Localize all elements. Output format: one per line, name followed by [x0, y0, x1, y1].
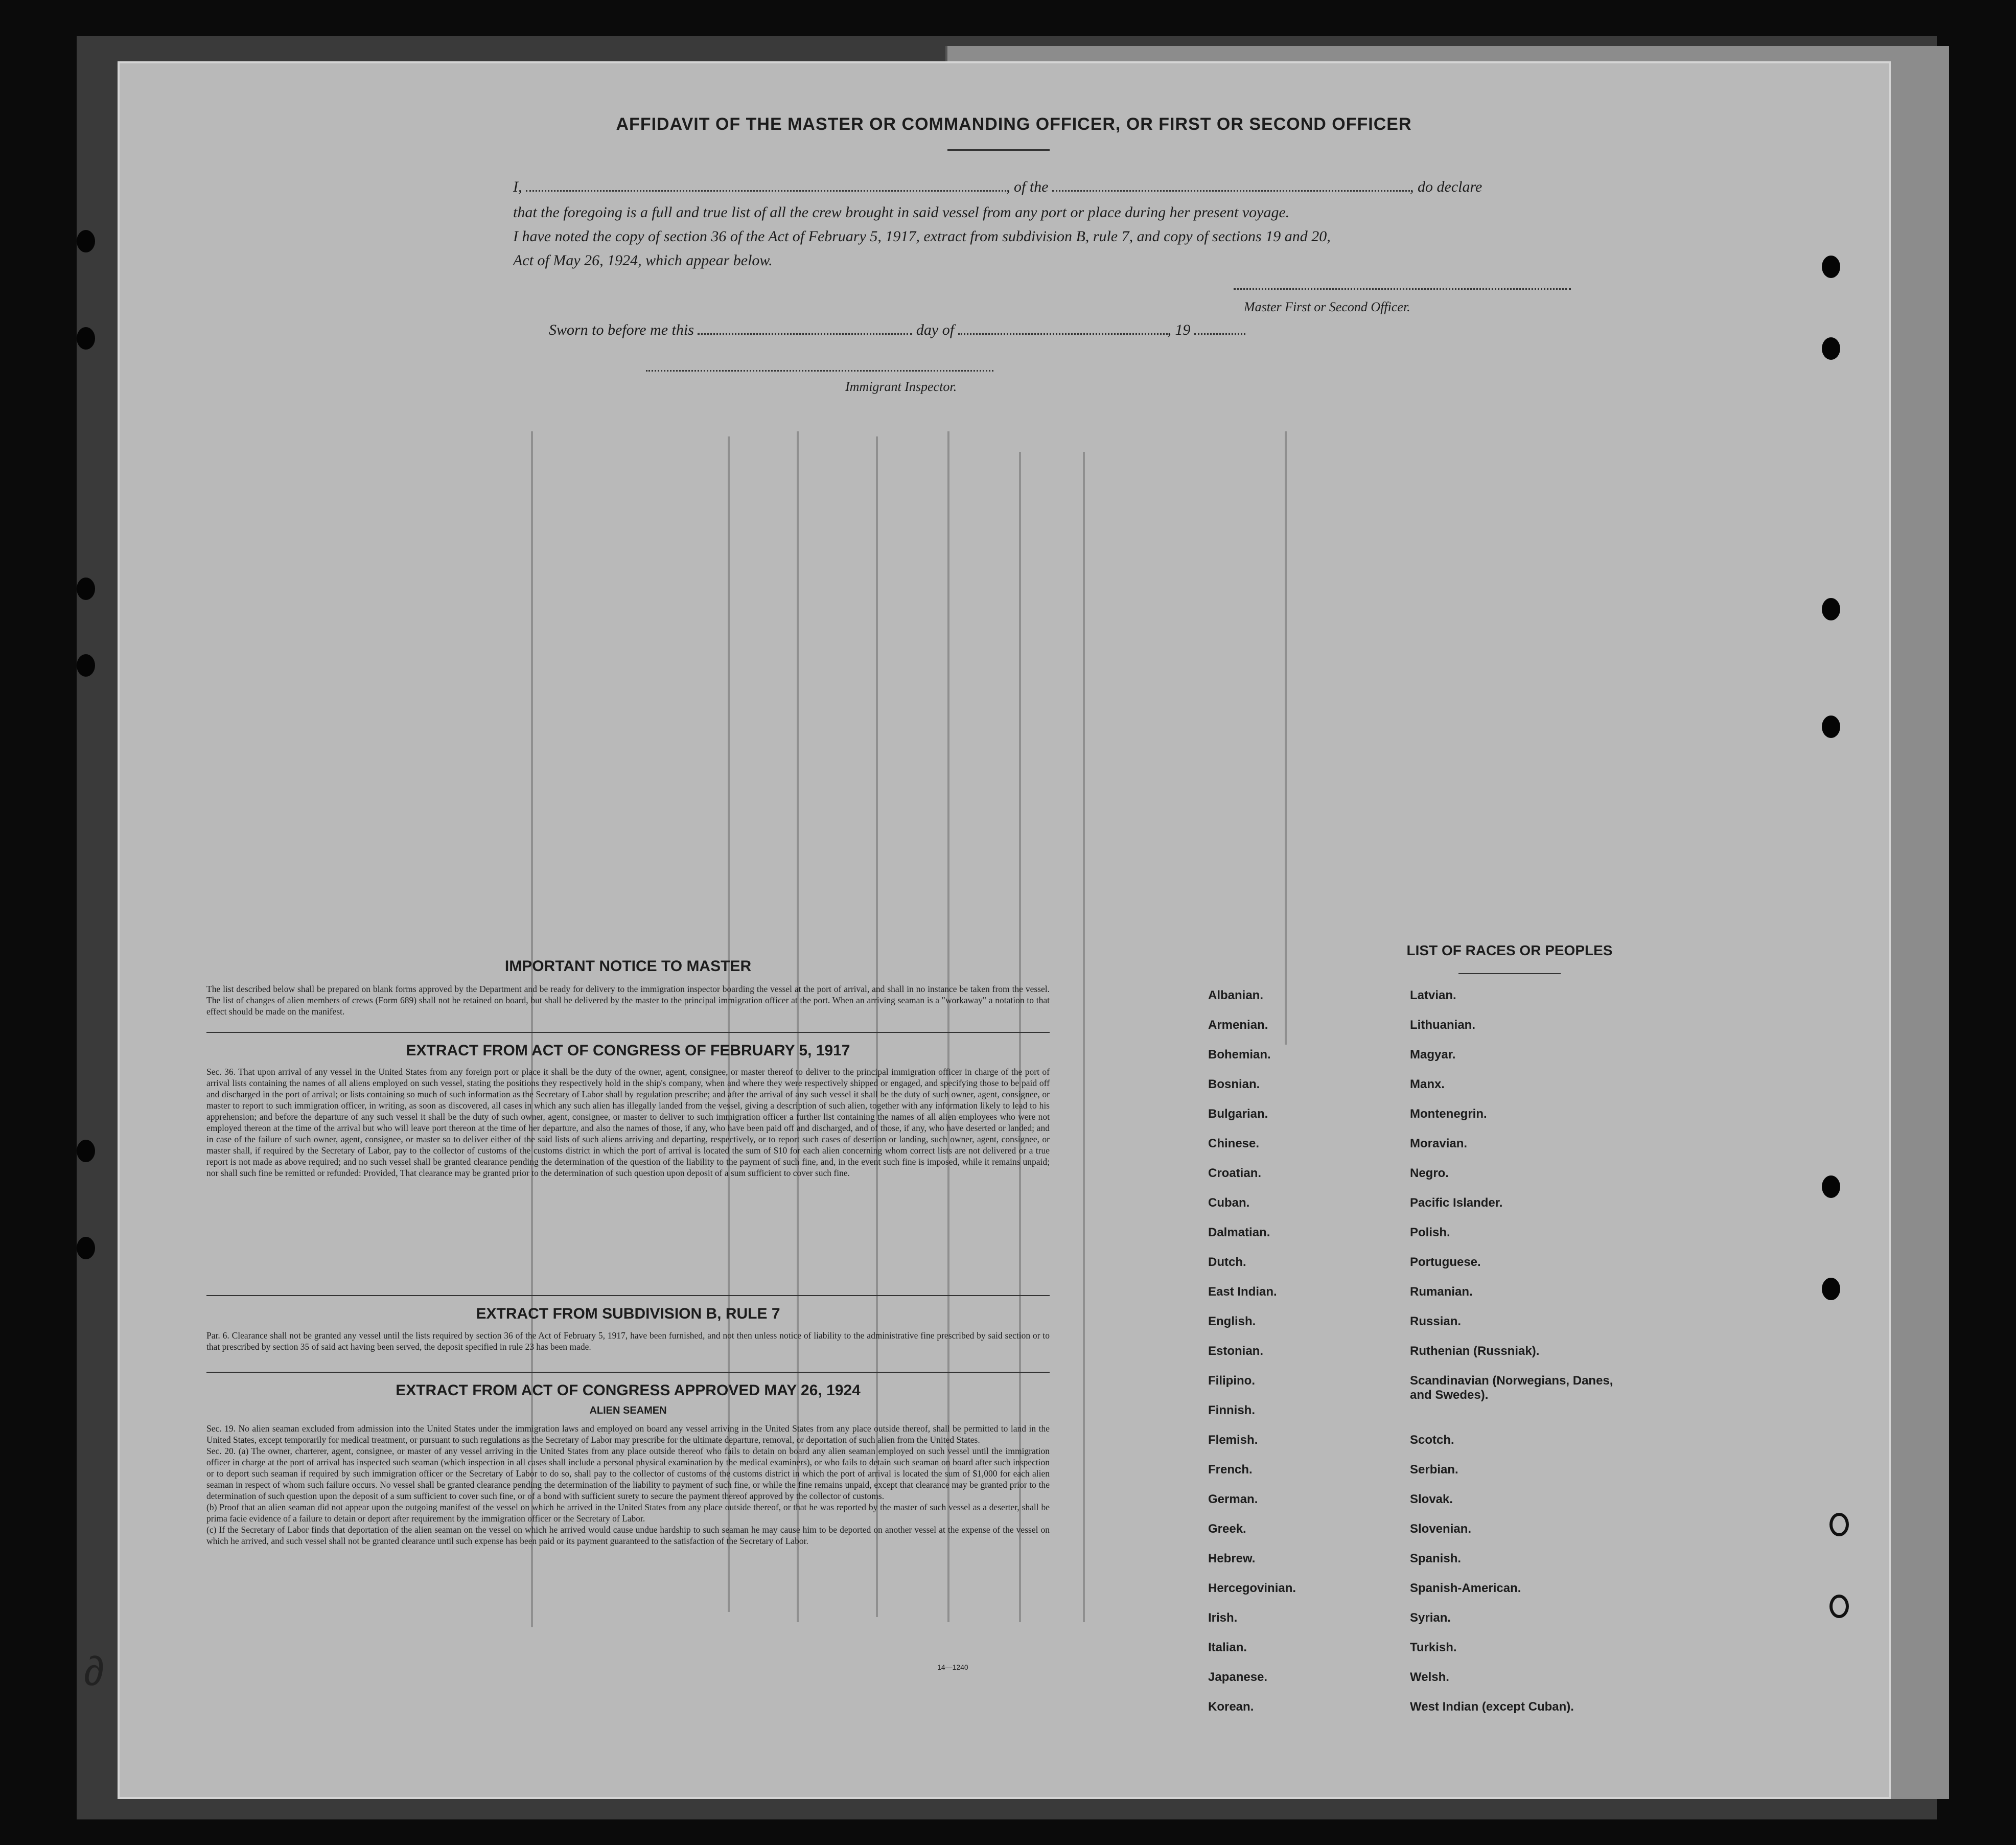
race-item: Spanish-American.: [1410, 1581, 1521, 1595]
declaration-line-3: I have noted the copy of section 36 of the Act of February 5, 1917, extract from subdivision B, rule 7, and copy of sections 19 and 20,: [513, 228, 1331, 245]
race-item: Turkish.: [1410, 1641, 1457, 1654]
race-item: Spanish.: [1410, 1552, 1462, 1565]
margin-handwriting: ∂: [84, 1648, 104, 1694]
race-item: Korean.: [1208, 1700, 1254, 1714]
section-divider: [206, 1032, 1050, 1033]
race-item: Lithuanian.: [1410, 1018, 1475, 1032]
of-the-label: , of the: [1006, 178, 1049, 195]
races-list-left: [1208, 988, 1296, 1729]
race-item: Slovak.: [1410, 1492, 1453, 1506]
race-item: Manx.: [1410, 1077, 1445, 1091]
punch-hole: [77, 654, 95, 677]
punch-hole: [1829, 1595, 1849, 1618]
extract-rule7-heading: EXTRACT FROM SUBDIVISION B, RULE 7: [476, 1305, 780, 1322]
declarant-name-blank[interactable]: [526, 190, 1006, 192]
race-item: Finnish.: [1208, 1403, 1255, 1417]
races-heading: LIST OF RACES OR PEOPLES: [1406, 942, 1613, 958]
race-item: Greek.: [1208, 1522, 1246, 1536]
race-item: Welsh.: [1410, 1670, 1449, 1684]
race-item: Italian.: [1208, 1641, 1247, 1654]
do-declare-label: , do declare: [1410, 178, 1482, 195]
notice-body: The list described below shall be prepared on blank forms approved by the Department and be ready for delivery to the immigration inspector boarding the vessel at the port of arrival, and shall in no instance be taken from the vessel. The list of changes of alien members of crews (Form 689) shall not be retained on board, but shall be delivered by the master to the principal immigration officer at the port. When an arriving seaman is a "workaway" a notation to that effect should be made on the manifest.: [206, 984, 1050, 1017]
sworn-month-blank[interactable]: [958, 333, 1168, 335]
race-item: Serbian.: [1410, 1463, 1458, 1477]
sworn-year-label: , 19: [1167, 321, 1191, 338]
declaration-line-4: Act of May 26, 1924, which appear below.: [513, 252, 773, 269]
section-divider: [206, 1372, 1050, 1373]
race-item: Croatian.: [1208, 1166, 1262, 1180]
vessel-name-blank[interactable]: [1052, 190, 1410, 192]
extract-1924-heading: EXTRACT FROM ACT OF CONGRESS APPROVED MAY 26, 1924: [396, 1382, 861, 1399]
race-item: Flemish.: [1208, 1433, 1258, 1447]
race-item: Slovenian.: [1410, 1522, 1472, 1536]
race-item: Russian.: [1410, 1314, 1462, 1328]
race-item: Magyar.: [1410, 1048, 1456, 1062]
notice-heading: IMPORTANT NOTICE TO MASTER: [504, 958, 752, 975]
punch-hole: [77, 1237, 95, 1259]
punch-hole: [77, 327, 95, 350]
race-item: Armenian.: [1208, 1018, 1268, 1032]
race-item: Portuguese.: [1410, 1255, 1481, 1269]
sworn-prefix: Sworn to before me this: [549, 321, 694, 338]
race-item: Estonian.: [1208, 1344, 1264, 1358]
race-item: Negro.: [1410, 1166, 1449, 1180]
punch-hole: [1822, 1278, 1840, 1300]
punch-hole: [1822, 337, 1840, 360]
race-item: Latvian.: [1410, 988, 1456, 1002]
inspector-signature-label: Immigrant Inspector.: [845, 379, 957, 394]
sec-19-text: Sec. 19. No alien seaman excluded from admission into the United States under the immigration laws and employed on board any vessel arriving in the United States from any place outside thereof, shall be permitted to land in the United States, except temporarily for medical treatment, or pursuant to such regulations as the Secretary of Labor may prescribe for the ultimate departure, removal, or deportation of such alien from the United States.: [206, 1423, 1050, 1445]
race-item: Dutch.: [1208, 1255, 1246, 1269]
extract-rule7-body: Par. 6. Clearance shall not be granted any vessel until the lists required by section 36 of the Act of February 5, 1917, have been furnished, and not then unless notice of liability to the administrative fine prescribed by said section or to that prescribed by section 35 of said act having been served, the deposit specified in rule 23 has been made.: [206, 1330, 1050, 1352]
punch-hole: [1822, 1175, 1840, 1198]
extract-1917-heading: EXTRACT FROM ACT OF CONGRESS OF FEBRUARY 5, 1917: [406, 1042, 850, 1059]
declarant-prefix: I,: [513, 178, 522, 195]
master-signature-label: Master First or Second Officer.: [1244, 299, 1410, 314]
form-number: 14—1240: [937, 1663, 968, 1671]
race-item: Ruthenian (Russniak).: [1410, 1344, 1540, 1358]
race-item: Polish.: [1410, 1226, 1450, 1239]
punch-hole: [1822, 598, 1840, 620]
punch-hole: [77, 578, 95, 600]
race-item: French.: [1208, 1463, 1253, 1477]
race-item: Filipino.: [1208, 1374, 1255, 1388]
heading-rule: [947, 149, 1050, 151]
extract-1917-body: Sec. 36. That upon arrival of any vessel in the United States from any foreign port or place it shall be the duty of the owner, agent, consignee, or master thereof to deliver to the principal immigration officer in charge of the port of arrival lists containing the names of all aliens employed on such vessel, stating the positions they respectively hold in the ship's company, when and where they were respectively shipped or engaged, and specifying those to be paid off and discharged in the port of arrival; or lists containing so much of such information as the Secretary of Labor shall by regulation prescribe; and after the arrival of any such vessel it shall be the duty of such owner, agent, consignee, or master to report to such immigration officer, in writing, as soon as discovered, all cases in which any such alien has illegally landed from the vessel, giving a description of such alien, together with any information likely to lead to his apprehension; and before the departure of any such vessel it shall be the duty of such owner, agent, consignee, or master to deliver to such immigration officer a further list containing the names of all alien employees who were not employed thereon at the time of the arrival but who will leave port thereon at the time of her departure, and also the names of those, if any, who have been paid off and discharged, and of those, if any, who have deserted or landed; and in case of the failure of such owner, agent, consignee, or master so to deliver either of the said lists of such aliens arriving and departing, respectively, or to report such cases of desertion or landing, such owner, agent, consignee, or master shall, if required by the Secretary of Labor, pay to the collector of customs of the customs district in which the port of arrival is located the sum of $10 for each alien concerning whom correct lists are not delivered or a true report is not made as above required; and no such vessel shall be granted clearance pending the determination of the question of the liability to the payment of such fine, and, in the event such fine is imposed, while it remains unpaid; nor shall such fine be remitted or refunded: Provided, That clearance may be granted prior to the determination of such question upon deposit of a sum sufficient to cover such fine.: [206, 1067, 1050, 1178]
race-item: Syrian.: [1410, 1611, 1451, 1625]
race-item: Hercegovinian.: [1208, 1581, 1296, 1595]
master-signature-blank[interactable]: [1234, 288, 1571, 290]
sworn-year-blank[interactable]: [1194, 333, 1245, 335]
affidavit-heading: AFFIDAVIT OF THE MASTER OR COMMANDING OFFICER, OR FIRST OR SECOND OFFICER: [616, 114, 1412, 134]
race-item: German.: [1208, 1492, 1258, 1506]
sworn-day-label: day of: [916, 321, 955, 338]
race-item: Bohemian.: [1208, 1048, 1271, 1062]
race-item: Pacific Islander.: [1410, 1196, 1503, 1210]
sworn-day-blank[interactable]: [698, 333, 912, 335]
race-item: Moravian.: [1410, 1137, 1468, 1150]
sec-20c-text: (c) If the Secretary of Labor finds that deportation of the alien seaman on the vessel on which he arrived would cause undue hardship to such seaman he may cause him to be deported on another vessel at the expense of the vessel on which he arrived, and such vessel shall not be granted clearance until such expense has been paid or its payment guaranteed to the satisfaction of the Secretary of Labor.: [206, 1525, 1050, 1546]
race-item: Rumanian.: [1410, 1285, 1473, 1299]
bleed-through-line: [1083, 452, 1085, 1622]
race-item: Bosnian.: [1208, 1077, 1260, 1091]
race-item: Irish.: [1208, 1611, 1238, 1625]
race-item: Albanian.: [1208, 988, 1264, 1002]
extract-1924-body: [206, 1423, 1050, 1547]
race-item: West Indian (except Cuban).: [1410, 1700, 1574, 1714]
race-item: Chinese.: [1208, 1137, 1260, 1150]
race-item: Hebrew.: [1208, 1552, 1256, 1565]
race-item: Scandinavian (Norwegians, Danes, and Swedes).: [1410, 1374, 1613, 1402]
race-item: East Indian.: [1208, 1285, 1277, 1299]
section-divider: [206, 1295, 1050, 1296]
sec-20b-text: (b) Proof that an alien seaman did not appear upon the outgoing manifest of the vessel on which he arrived in the United States from any place outside thereof, or that he was reported by the master of such vessel as a deserter, shall be prima facie evidence of a failure to detain or deport after requirement by the immigration officer or the Secretary of Labor.: [206, 1502, 1050, 1524]
declaration-line-1: [513, 178, 1617, 196]
document-page: [84, 61, 1891, 1799]
races-list-right: [1410, 988, 1625, 1729]
inspector-signature-blank[interactable]: [646, 370, 993, 372]
races-heading-rule: [1458, 973, 1561, 974]
race-item: Scotch.: [1410, 1433, 1454, 1447]
race-item: English.: [1208, 1314, 1256, 1328]
declaration-line-2: that the foregoing is a full and true list of all the crew brought in said vessel from any port or place during her present voyage.: [513, 204, 1290, 221]
race-item: Cuban.: [1208, 1196, 1250, 1210]
sec-20a-text: Sec. 20. (a) The owner, charterer, agent, consignee, or master of any vessel arriving in the United States from any place outside thereof who fails to detain on board any alien seaman employed on such vessel until the immigration officer in charge at the port of arrival has inspected such seaman (which inspection in all cases shall include a personal physical examination by the medical examiners), or who fails to detain such seaman on board after such inspection or to deport such seaman if required by such immigration officer or the Secretary of Labor to do so, shall pay to the collector of customs of the customs district in which the port of arrival is located the sum of $1,000 for each alien seaman in respect of whom such failure occurs. No vessel shall be granted clearance pending the determination of the liability to payment of such fine, or while the fine remains unpaid, except that clearance may be granted prior to the determination of such question upon the deposit of a sum sufficient to cover such fine, or of a bond with sufficient surety to secure the payment thereof approved by the collector of customs.: [206, 1446, 1050, 1501]
punch-hole: [1822, 256, 1840, 278]
race-item: Dalmatian.: [1208, 1226, 1270, 1239]
alien-seamen-subheading: ALIEN SEAMEN: [589, 1405, 667, 1416]
sworn-line: [549, 321, 1571, 339]
race-item: Japanese.: [1208, 1670, 1268, 1684]
punch-hole: [1829, 1513, 1849, 1536]
punch-hole: [77, 1140, 95, 1162]
race-item: Montenegrin.: [1410, 1107, 1487, 1121]
punch-hole: [77, 230, 95, 252]
punch-hole: [1822, 716, 1840, 738]
race-item: Bulgarian.: [1208, 1107, 1268, 1121]
